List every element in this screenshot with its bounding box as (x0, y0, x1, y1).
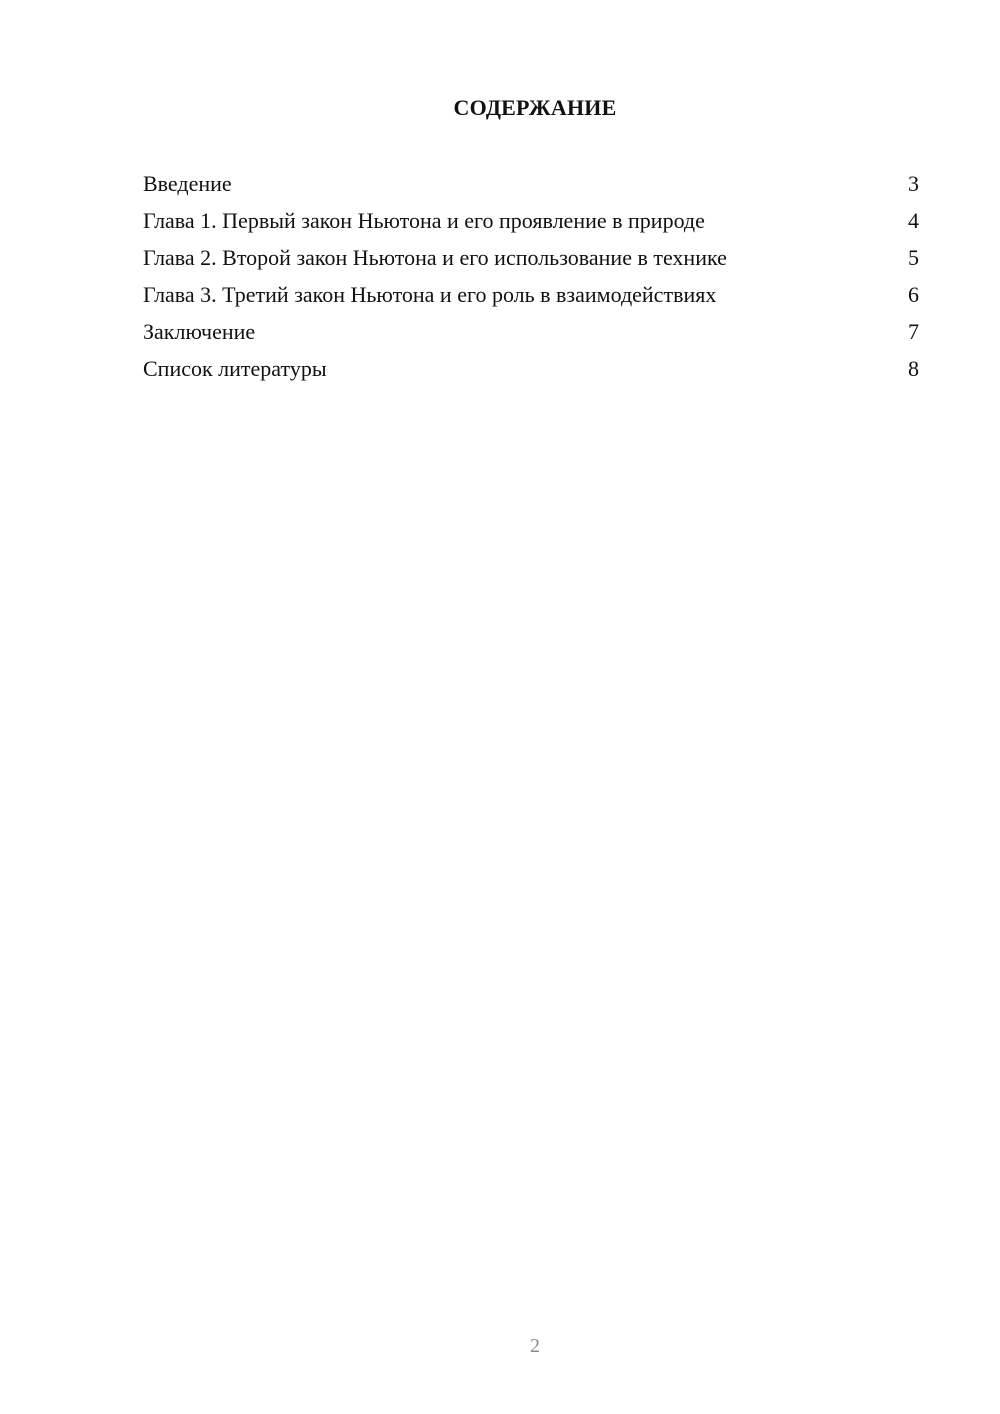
toc-item-chapter-1 (143, 207, 919, 244)
page-title: СОДЕРЖАНИЕ (453, 95, 617, 120)
toc-item-bibliography (143, 355, 919, 392)
toc-item-label: Глава 3. Третий закон Ньютона и его роль в взаимодействиях (143, 282, 717, 307)
toc-item-label: Глава 2. Второй закон Ньютона и его использование в технике (143, 245, 727, 270)
toc-item-page: 8 (908, 356, 919, 381)
toc-item-page: 3 (908, 171, 919, 196)
toc-item-chapter-3 (143, 281, 919, 318)
toc-item-label: Глава 1. Первый закон Ньютона и его проявление в природе (143, 208, 705, 233)
toc-item-conclusion (143, 318, 919, 355)
toc-item-label: Введение (143, 171, 232, 196)
toc-item-label: Заключение (143, 319, 256, 344)
toc-item-page: 4 (908, 208, 919, 233)
toc-item-label: Список литературы (143, 356, 327, 381)
toc-item-page: 5 (908, 245, 919, 270)
toc-item-page: 7 (908, 319, 919, 344)
toc-item-introduction (143, 170, 919, 207)
page-number: 2 (530, 1335, 540, 1357)
toc-item-chapter-2 (143, 244, 919, 281)
toc-item-page: 6 (908, 282, 919, 307)
table-of-contents (143, 170, 919, 392)
